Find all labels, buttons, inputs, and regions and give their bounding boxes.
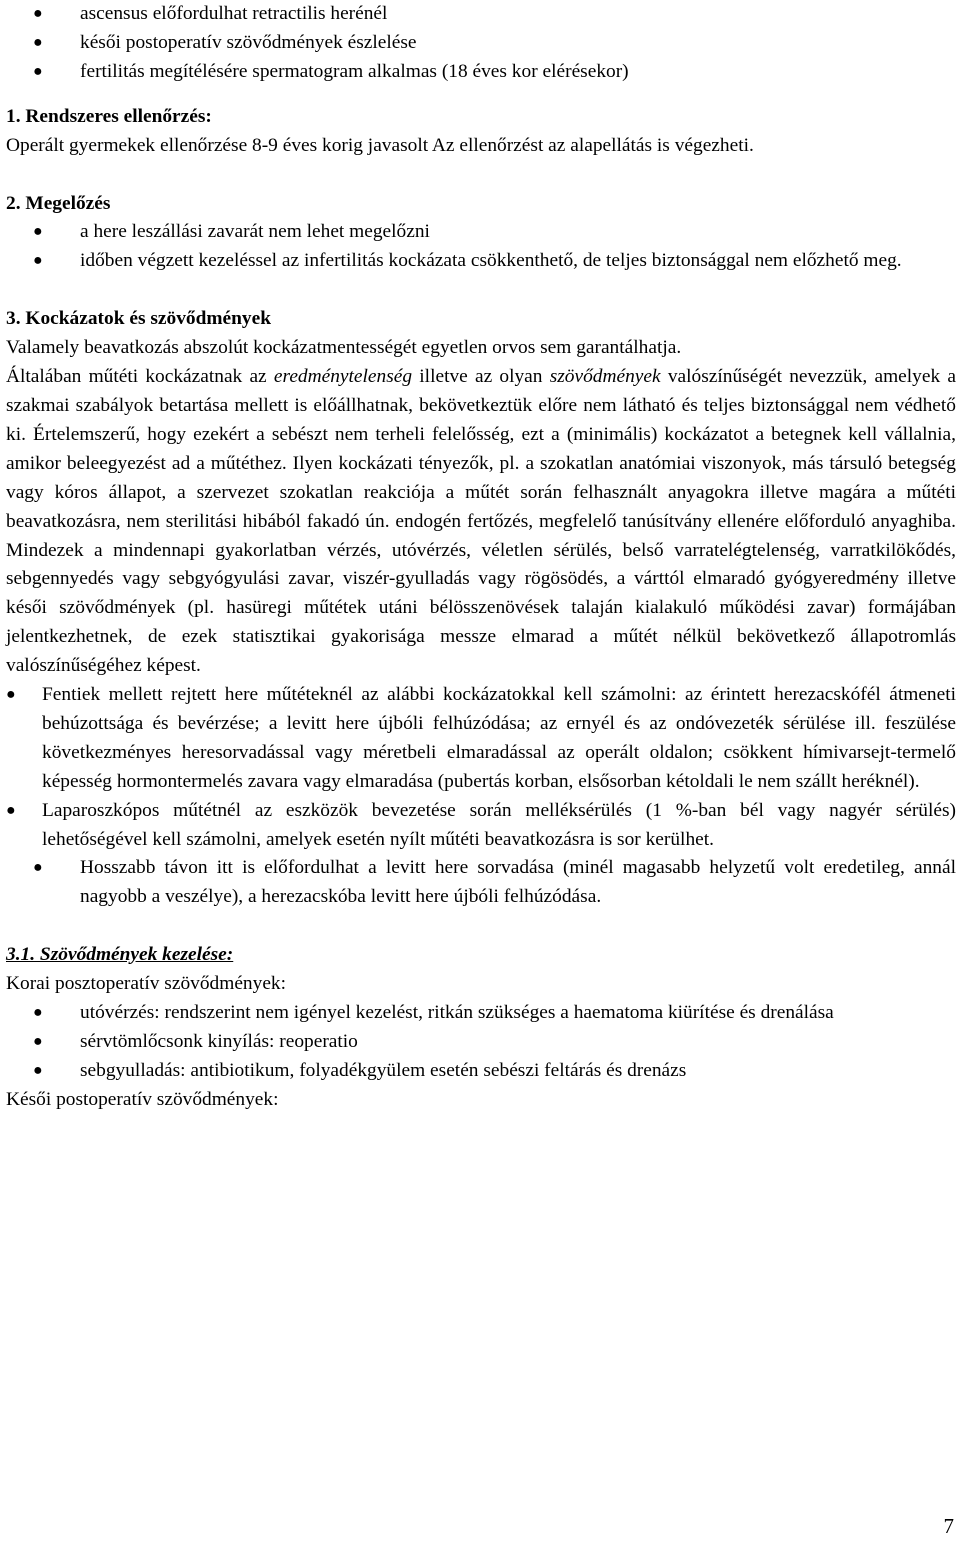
list-item-text: késői postoperatív szövődmények észlelése bbox=[80, 31, 417, 53]
section31-heading: 3.1. Szövődmények kezelése: bbox=[6, 944, 234, 966]
page-number: 7 bbox=[943, 1514, 954, 1538]
bullet-icon: ● bbox=[6, 801, 16, 819]
section1-heading: 1. Rendszeres ellenőrzés: bbox=[6, 105, 212, 127]
bullet-icon: ● bbox=[6, 686, 16, 704]
list-item bbox=[6, 0, 956, 29]
list-item bbox=[6, 218, 956, 247]
section3-intro: Valamely beavatkozás abszolút kockázatmentességét egyetlen orvos sem garantálhatja. bbox=[6, 337, 682, 359]
bullet-icon: ● bbox=[33, 5, 43, 22]
top-bullet-list bbox=[6, 0, 956, 87]
section2-heading: 2. Megelőzés bbox=[6, 192, 111, 214]
bullet-icon: ● bbox=[33, 1033, 43, 1050]
section2-list bbox=[6, 218, 956, 276]
list-item bbox=[6, 854, 956, 912]
list-item-text: időben végzett kezeléssel az infertilitás kockázata csökkenthető, de teljes biztonsággal nem előzhető meg. bbox=[80, 250, 902, 272]
section3-heading: 3. Kockázatok és szövődmények bbox=[6, 308, 271, 330]
list-item-text: utóvérzés: rendszerint nem igényel kezelést, ritkán szükséges a haematoma kiürítése és drenálása bbox=[80, 1002, 834, 1024]
bullet-icon: ● bbox=[33, 33, 43, 51]
section1-text: Operált gyermekek ellenőrzése 8-9 éves korig javasolt Az ellenőrzést az alapellátás is végezheti. bbox=[6, 134, 754, 156]
list-item bbox=[6, 58, 956, 87]
list-item-text: sebgyulladás: antibiotikum, folyadékgyülem esetén sebészi feltárás és drenázs bbox=[80, 1059, 687, 1081]
list-item bbox=[6, 1057, 956, 1086]
emphasis-szovodmenyek: szövődmények bbox=[549, 366, 661, 388]
list-item-text: sérvtömlőcsonk kinyílás: reoperatio bbox=[80, 1031, 358, 1052]
list-item-text: Laparoszkópos műtétnél az eszközök bevezetése során melléksérülés (1 %-ban bél vagy nagyér sérülés) lehetőségével kell számolni, amelyek esetén nyílt műtéti beavatkozásra is sor kerülhet. bbox=[42, 799, 956, 850]
list-item bbox=[6, 247, 956, 276]
bullet-icon: ● bbox=[33, 252, 43, 270]
paragraph-text: illetve az olyan bbox=[419, 366, 543, 388]
list-item-text: a here leszállási zavarát nem lehet megelőzni bbox=[80, 221, 430, 243]
risk-list bbox=[6, 681, 956, 912]
list-item-text: Fentiek mellett rejtett here műtéteknél az alábbi kockázatokkal kell számolni: az érintett herezacskófél átmeneti behúzottsága és bevérzése; a levitt here újbóli felhúzódása; az ernyél és az ondóvezeték sérülése ill. feszülése következményes heresorvadással vagy méretbeli elmaradással az operált oldalon; csökkent hímivarsejt-termelő képesség hormontermelés zavara vagy elmaradása (pubertás korban, elsősorban kétoldali le nem szállt heréknél). bbox=[42, 684, 956, 792]
early-complications-label: Korai posztoperatív szövődmények: bbox=[6, 973, 287, 995]
early-complications-list bbox=[6, 999, 956, 1086]
list-item bbox=[6, 29, 956, 58]
bullet-icon: ● bbox=[33, 859, 43, 877]
list-item bbox=[6, 681, 956, 797]
paragraph-text: valószínűségét nevezzük, amelyek a szakmai szabályok betartása mellett is előállhatnak, bekövetkeztük előre nem látható és teljes biztonsággal nem védhető ki. Értelemszerű, hogy ezekért a sebészt nem terheli felelősség, ezt a (minimális) kockázatot a betegnek kell vállalnia, amikor beleegyezést ad a műtéthez. Ilyen kockázati tényezők, pl. a szokatlan anatómiai viszonyok, más társuló betegség vagy kóros állapot, a szervezet szokatlan reakciója a műtét során felhasznált anyagokra illetve magára a műtéti beavatkozásra, nem sterilitási hibából fakadó ún. endogén fertőzés, megfelelő tanúsítvány ellenére előforduló anyaghiba. Mindezek a mindennapi gyakorlatban vérzés, utóvérzés, véletlen sérülés, belső varratelégtelenség, varratkilökődés, sebgennyedés vagy sebgyógyulási zavar, viszér-gyulladás vagy rögösödés, a várttól elmaradó gyógyeredmény illetve késői szövődmények (pl. hasüregi műtétek utáni bélösszenövések talaján kialakuló működési zavar) formájában jelentkezhetnek, de ezek statisztikai gyakorisága messze elmarad a műtét nélkül bekövetkező állapotromlás valószínűségéhez képest. bbox=[6, 366, 956, 677]
bullet-icon: ● bbox=[33, 62, 43, 80]
list-item-text: Hosszabb távon itt is előfordulhat a levitt here sorvadása (minél magasabb helyzetű volt eredetileg, annál nagyobb a veszélye), a herezacskóba levitt here újbóli felhúzódása. bbox=[80, 857, 956, 908]
paragraph-text: Általában műtéti kockázatnak az bbox=[6, 366, 267, 388]
list-item bbox=[6, 797, 956, 855]
list-item-text: ascensus előfordulhat retractilis herénél bbox=[80, 3, 388, 24]
bullet-icon: ● bbox=[33, 223, 43, 241]
list-item bbox=[6, 999, 956, 1028]
bullet-icon: ● bbox=[33, 1061, 43, 1079]
section3-paragraph bbox=[6, 363, 956, 681]
bullet-icon: ● bbox=[33, 1004, 43, 1022]
list-item bbox=[6, 1028, 956, 1057]
document-page bbox=[6, 0, 956, 1115]
emphasis-eredmenytelenseg: eredménytelenség bbox=[273, 366, 413, 388]
list-item-text: fertilitás megítélésére spermatogram alkalmas (18 éves kor elérésekor) bbox=[80, 60, 629, 82]
late-complications-label: Késői postoperatív szövődmények: bbox=[6, 1088, 279, 1110]
